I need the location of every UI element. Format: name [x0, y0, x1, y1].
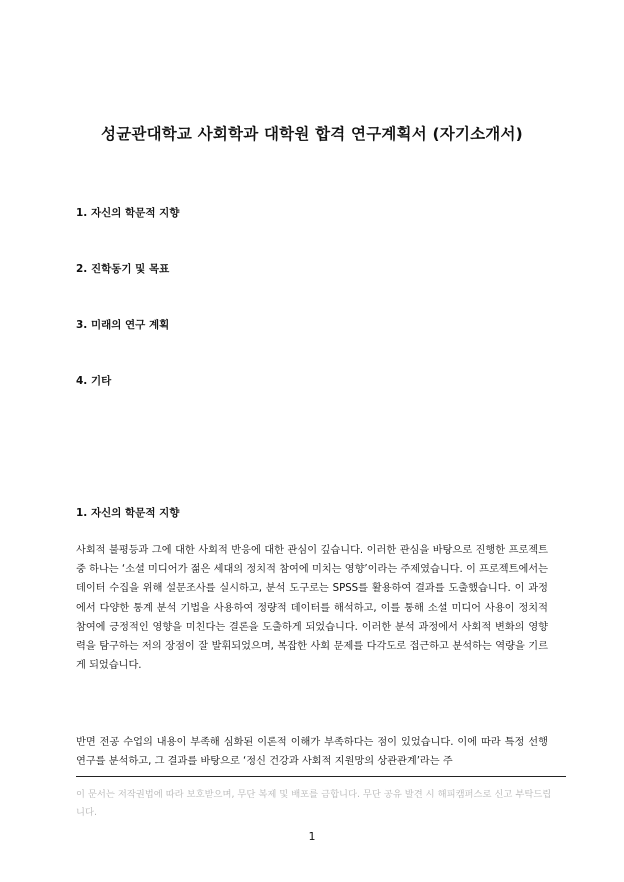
- body-paragraph-2: 반면 전공 수업의 내용이 부족해 심화된 이론적 이해가 부족하다는 점이 있었습니다. 이에 따라 특정 선행 연구를 분석하고, 그 결과를 바탕으로 ‘정신 건강과 사회적 지원망의 상관관계’라는 주: [76, 737, 548, 768]
- toc-item-future-research-plan: 3. 미래의 연구 계획: [76, 319, 170, 331]
- section-heading-academic-orientation: 1. 자신의 학문적 지향: [76, 507, 180, 519]
- document-title: 성균관대학교 사회학과 대학원 합격 연구계획서 (자기소개서): [101, 125, 523, 143]
- toc-item-academic-orientation: 1. 자신의 학문적 지향: [76, 207, 180, 219]
- toc-item-motivation-goals: 2. 진학동기 및 목표: [76, 263, 170, 275]
- body-paragraph-1: 사회적 불평등과 그에 대한 사회적 반응에 대한 관심이 깊습니다. 이러한 관심을 바탕으로 진행한 프로젝트 중 하나는 ‘소셜 미디어가 젊은 세대의 정치적 참여에 미치는 영향’이라는 주제였습니다. 이 프로젝트에서는 데이터 수집을 위해 설문조사를 실시하고, 분석 도구로는 SPSS를 활용하여 결과를 도출했습니다. 이 과정에서 다양한 통계 분석 기법을 사용하여 정량적 데이터를 해석하고, 이를 통해 소셜 미디어 사용이 정치적 참여에 긍정적인 영향을 미친다는 결론을 도출하게 되었습니다. 이러한 분석 과정에서 사회적 변화의 영향력을 탐구하는 저의 장점이 잘 발휘되었으며, 복잡한 사회 문제를 다각도로 접근하고 분석하는 역량을 기르게 되었습니다.: [76, 545, 548, 672]
- footer-divider: [76, 776, 566, 777]
- page-number: 1: [308, 830, 316, 843]
- toc-item-other: 4. 기타: [76, 375, 112, 387]
- copyright-notice: 이 문서는 저작권법에 따라 보호받으며, 무단 복제 및 배포를 금합니다. 무단 공유 발견 시 해피캠퍼스로 신고 부탁드립니다.: [76, 789, 552, 818]
